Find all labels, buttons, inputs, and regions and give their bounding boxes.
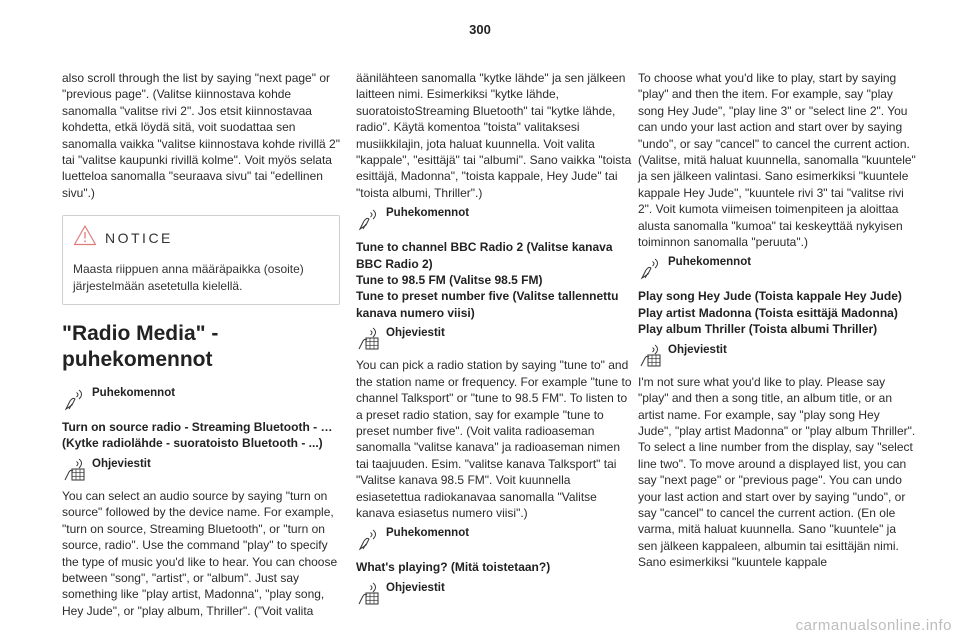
help-messages-label: Ohjeviestit xyxy=(386,327,445,340)
help-messages-label-row xyxy=(62,456,340,482)
notice-box xyxy=(62,215,340,305)
voice-commands-label: Puhekomennot xyxy=(668,256,752,269)
help-message-icon xyxy=(356,325,382,351)
help-message-text: I'm not sure what you'd like to play. Please say "play" and then a song title, an album title, or an artist name. For example, say "play song Hey Jude", "play artist Madonna" or "play album Thriller". To select a line number from the display, say "select line two". To move around a displayed list, you can say "next page" or "previous page". You can undo your last action and start over by saying "undo", or say "cancel" to cancel the current action. (En ole varma, mitä haluat kuunnella. Sano "kuuntele" ja sen jälkeen kappaleen, albumin tai esittäjän nimi. Sano esimerkiksi "kuuntele kappale xyxy=(638,374,916,570)
voice-commands-label: Puhekomennot xyxy=(92,387,176,400)
voice-commands-label-row xyxy=(62,385,340,411)
help-messages-label: Ohjeviestit xyxy=(386,581,445,594)
notice-header xyxy=(73,224,329,251)
voice-commands-label: Puhekomennot xyxy=(386,527,470,540)
column-2 xyxy=(356,70,634,612)
page-number: 300 xyxy=(469,22,491,37)
continued-paragraph: To choose what you'd like to play, start by saying "play" and then the item. For example, say "play song Hey Jude", "play line 3" or "select line 2". You can undo your last action and start over by saying "undo", or say "cancel" to cancel the current action. (Valitse, mitä haluat kuunnella, sanomalla "kuuntele" ja sen jälkeen valintasi. Sano esimerkiksi "kuuntele kappale Hey Jude", "kuuntele rivi 3" tai "valitse rivi 2". Voit kumota viimeisen toimenpiteen ja aloittaa alusta sanomalla "kumoa" tai keskeyttää nykyisen toiminnon sanomalla "peruuta".) xyxy=(638,71,916,250)
voice-command-icon xyxy=(638,254,664,280)
help-messages-label: Ohjeviestit xyxy=(668,343,727,356)
section-heading: "Radio Media" -puhekomennot xyxy=(62,322,219,372)
voice-command-text: Tune to channel BBC Radio 2 (Valitse kanava BBC Radio 2) Tune to 98.5 FM (Valitse 98.5 FM) Tune to preset number five (Valitse tallennettu kanava numero viisi) xyxy=(356,240,619,320)
voice-command-text: What's playing? (Mitä toistetaan?) xyxy=(356,560,551,575)
help-message-icon xyxy=(356,580,382,606)
watermark: carmanualsonline.info xyxy=(795,617,952,634)
voice-command-text: Play song Hey Jude (Toista kappale Hey Jude) Play artist Madonna (Toista esittäjä Madonna) Play album Thriller (Toista albumi Thriller) xyxy=(638,289,902,337)
help-messages-label-row xyxy=(638,342,916,368)
intro-paragraph: also scroll through the list by saying "next page" or "previous page". (Valitse kiinnostava kohde sanomalla "valitse rivi 2". Jos etsit kiinnostavaa kohdetta, etkä löydä sitä, voit suodattaa sen sanomalla vaikka "valitse kiinnostava kohde rivillä 2" tai "valitse kaupunki rivillä kolme". Voit myös selata luetteloa sanomalla "seuraava sivu" tai "edellinen sivu".) xyxy=(62,71,340,200)
column-1 xyxy=(62,70,340,623)
continued-paragraph: äänilähteen sanomalla "kytke lähde" ja sen jälkeen laitteen nimi. Esimerkiksi "kytke lähde, suoratoistoStreaming Bluetooth" tai "kytke lähde, radio". Käytä komentoa "toista" valitaksesi musiikkilajin, jota haluat kuunnella. Voit valita "kappale", "esittäjä" tai "albumi". Sano vaikka "toista esittäjä, Madonna", "toista kappale, Hey Jude" tai "toista albumi, Thriller".) xyxy=(356,71,632,200)
voice-command-icon xyxy=(62,385,88,411)
voice-commands-label-row xyxy=(356,525,634,551)
warning-triangle-icon xyxy=(73,224,97,251)
voice-commands-label: Puhekomennot xyxy=(386,207,470,220)
help-messages-label-row xyxy=(356,325,634,351)
column-3 xyxy=(638,70,916,575)
voice-command-icon xyxy=(356,525,382,551)
help-messages-label: Ohjeviestit xyxy=(92,457,151,470)
voice-commands-label-row xyxy=(356,205,634,231)
voice-commands-label-row xyxy=(638,254,916,280)
notice-title: NOTICE xyxy=(105,229,173,246)
help-message-icon xyxy=(62,456,88,482)
voice-command-icon xyxy=(356,205,382,231)
help-message-icon xyxy=(638,342,664,368)
help-messages-label-row xyxy=(356,580,634,606)
voice-command-text: Turn on source radio - Streaming Bluetooth - … (Kytke radiolähde - suoratoisto Bluetooth - ...) xyxy=(62,420,333,451)
help-message-text: You can select an audio source by saying "turn on source" followed by the device name. For example, "turn on source, Streaming Bluetooth", or "turn on source, radio". Use the command "play" to specify the type of music you'd like to hear. You can choose between "song", "artist", or "album". Just say something like "play artist, Madonna", "play song, Hey Jude", or "play album, Thriller". (”Voit valita xyxy=(62,488,338,618)
notice-text: Maasta riippuen anna määräpaikka (osoite) järjestelmään asetetulla kielellä. xyxy=(73,262,304,293)
help-message-text: You can pick a radio station by saying "tune to" and the station name or frequency. For example "tune to channel Talksport" or "tune to 98.5 FM". To listen to a preset radio station, say for example "tune to preset number five". (Voit valita radioaseman sanomalla "valitse kanava" ja radioaseman nimen tai taajuuden. Esim. "valitse kanava Talksport" tai "Valitse kanava 98.5 FM". Voit kuunnella esiasetettua radiokanavaa sanomalla "Valitse kanava esiasetus numero viisi".) xyxy=(356,358,632,520)
